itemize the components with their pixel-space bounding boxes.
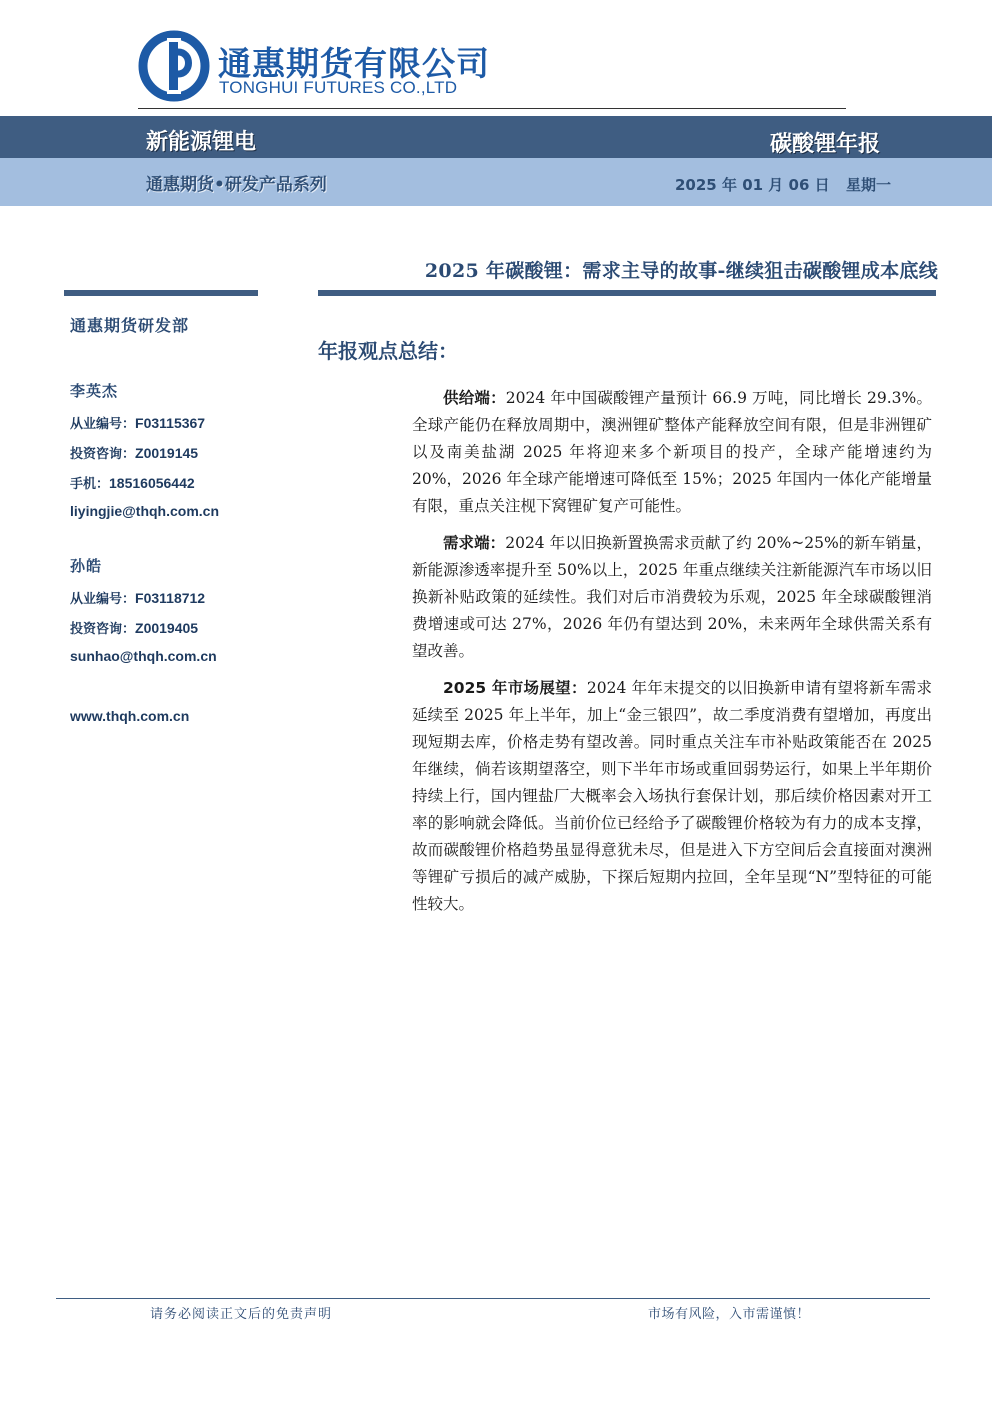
paragraph-text: 2024 年年末提交的以旧换新申请有望将新车需求延续至 2025 年上半年，加上“金三银四”，故二季度消费有望增加，再度出现短期去库，价格走势有望改善。同时重点关注车市补贴政策能否在 2025 年继续，倘若该期望落空，则下半年市场或重回弱势运行，如果上半年期价持续上行，国内锂盐厂大概率会入场执行套保计划，那后续价格因素对开工率的影响就会降低。当前价位已经给予了碳酸锂价格较为有力的成本支撑，故而碳酸锂价格趋势虽显得意犹未尽，但是进入下方空间后会直接面对澳洲等锂矿亏损后的减产威胁，下探后短期内拉回，全年呈现“N”型特征的可能性较大。 [412,679,933,913]
license-label: 从业编号： [70,417,136,432]
consult-row [70,443,270,461]
paragraph-text: 2024 年中国碳酸锂产量预计 66.9 万吨，同比增长 29.3%。全球产能仍在释放周期中，澳洲锂矿整体产能释放空间有限，但是非洲锂矿以及南美盐湖 2025 年将迎来多个新项目的投产，全球产能增速约为 20%，2026 年全球产能增速可降低至 15%；2025 年国内一体化产能增量有限，重点关注枧下窝锂矿复产可能性。 [412,389,932,515]
email-link[interactable]: liyingjie@thqh.com.cn [70,503,219,519]
phone-number: 18516056442 [109,475,195,491]
demand-paragraph [412,530,932,665]
license-label: 从业编号： [70,592,136,607]
disclaimer-note: 请务必阅读正文后的免责声明 [150,1307,333,1322]
analyst-name: 孙皓 [70,557,103,575]
tonghui-logo-icon [138,30,210,102]
email-link[interactable]: sunhao@thqh.com.cn [70,648,217,664]
phone-row [70,473,270,491]
consult-label: 投资咨询： [70,622,136,637]
report-weekday: 星期一 [846,176,892,194]
consult-label: 投资咨询： [70,447,136,462]
sidebar-rule [64,290,258,296]
report-title: 2025 年碳酸锂：需求主导的故事-继续狙击碳酸锂成本底线 [424,260,938,282]
paragraph-label: 需求端： [443,534,506,552]
analyst-name: 李英杰 [70,382,119,400]
risk-warning: 市场有风险，入市需谨慎！ [648,1307,811,1322]
license-row [70,413,270,431]
license-number: F03115367 [135,415,206,431]
consult-number: Z0019405 [135,620,199,636]
summary-body [412,385,932,928]
company-name-cn: 通惠期货有限公司 [218,44,490,83]
footer-divider [56,1298,930,1299]
title-underline [318,290,936,296]
license-number: F03118712 [135,590,206,606]
company-name-en: TONGHUI FUTURES CO.,LTD [219,78,458,97]
supply-paragraph [412,385,932,520]
header-divider [138,108,846,109]
consult-number: Z0019145 [135,445,199,461]
outlook-paragraph [412,675,932,918]
paragraph-label: 2025 年市场展望： [443,679,587,697]
analyst-sidebar [70,308,270,724]
paragraph-label: 供给端： [443,389,506,407]
report-type-label: 碳酸锂年报 [770,132,881,157]
sector-label: 新能源锂电 [146,130,257,155]
paragraph-text: 2024 年以旧换新置换需求贡献了约 20%~25%的新车销量，新能源渗透率提升至 50%以上，2025 年重点继续关注新能源汽车市场以旧换新补贴政策的延续性。我们对后市消费较为乐观，2025 年全球碳酸锂消费增速或可达 27%，2026 年仍有望达到 20%，未来两年全球供需关系有望改善。 [412,534,932,660]
product-series-label: 通惠期货•研发产品系列 [146,175,327,195]
license-row [70,588,270,606]
report-date: 2025 年 01 月 06 日 [675,176,830,194]
consult-row [70,618,270,636]
website-link[interactable]: www.thqh.com.cn [70,708,190,724]
summary-heading: 年报观点总结： [318,339,458,363]
department-name: 通惠期货研发部 [70,316,190,335]
phone-label: 手机： [70,477,110,492]
